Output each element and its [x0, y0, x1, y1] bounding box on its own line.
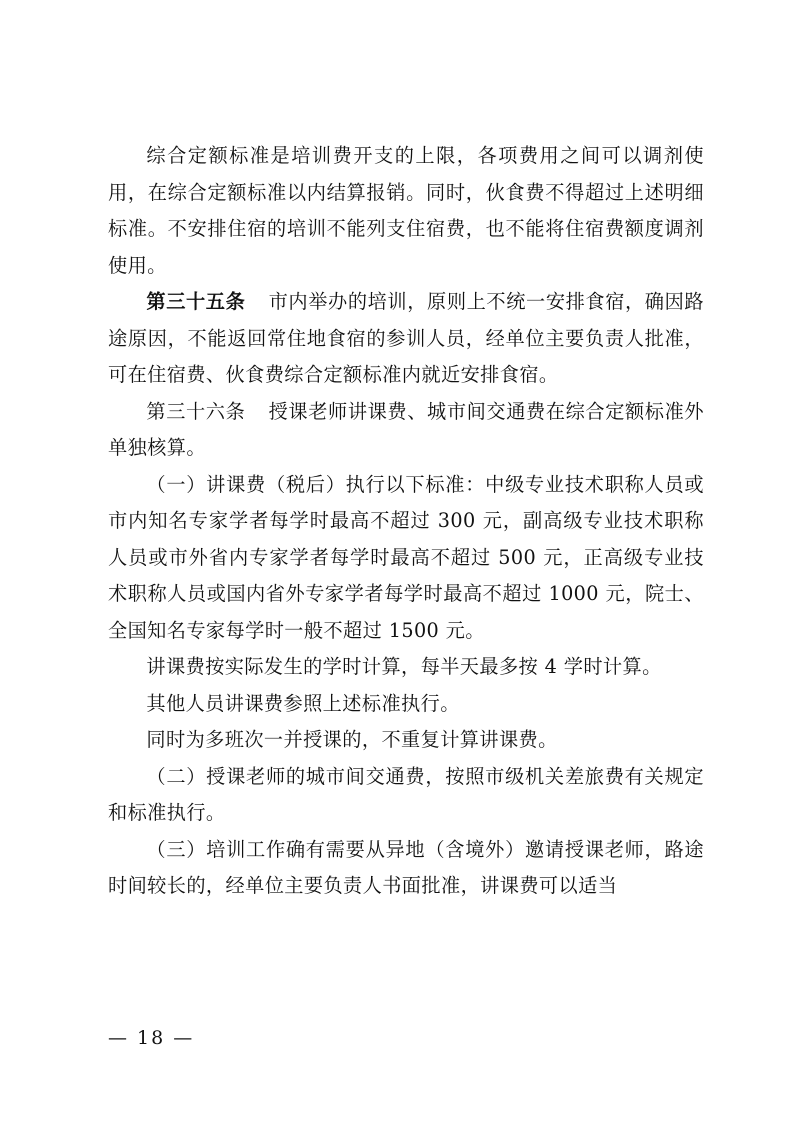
document-body [108, 138, 704, 905]
paragraph-item-3-remote-lecturer: （三）培训工作确有需要从异地（含境外）邀请授课老师，路途时间较长的，经单位主要负责人书面批准，讲课费可以适当 [108, 837, 704, 897]
paragraph-article-36 [108, 394, 704, 467]
paragraph-quota-standard: 综合定额标准是培训费开支的上限，各项费用之间可以调剂使用，在综合定额标准以内结算报销。同时，伙食费不得超过上述明细标准。不安排住宿的培训不能列支住宿费，也不能将住宿费额度调剂使用。 [108, 144, 704, 277]
page-number: — 18 — [108, 1027, 195, 1049]
article-36-heading: 第三十六条 [146, 399, 246, 423]
paragraph-multi-class: 同时为多班次一并授课的，不重复计算讲课费。 [146, 728, 558, 751]
paragraph-article-35 [108, 284, 704, 394]
article-35-heading: 第三十五条 [146, 290, 246, 313]
article-35-text: 市内举办的培训，原则上不统一安排食宿，确因路途原因，不能返回常住地食宿的参训人员，经单位主要负责人批准，可在住宿费、伙食费综合定额标准内就近安排食宿。 [108, 290, 704, 386]
paragraph-item-1-lecture-fee: （一）讲课费（税后）执行以下标准：中级专业技术职称人员或市内知名专家学者每学时最高不超过 300 元，副高级专业技术职称人员或市外省内专家学者每学时最高不超过 500 元，正高级专业技术职称人员或国内省外专家学者每学时最高不超过 1000 元，院士、全国知名专家每学时一般不超过 1500 元。 [108, 472, 704, 642]
paragraph-lecture-hours: 讲课费按实际发生的学时计算，每半天最多按 4 学时计算。 [146, 655, 662, 678]
article-36-text: 授课老师讲课费、城市间交通费在综合定额标准外单独核算。 [108, 399, 704, 459]
paragraph-item-2-transport: （二）授课老师的城市间交通费，按照市级机关差旅费有关规定和标准执行。 [108, 764, 704, 824]
paragraph-other-personnel: 其他人员讲课费参照上述标准执行。 [146, 691, 460, 715]
